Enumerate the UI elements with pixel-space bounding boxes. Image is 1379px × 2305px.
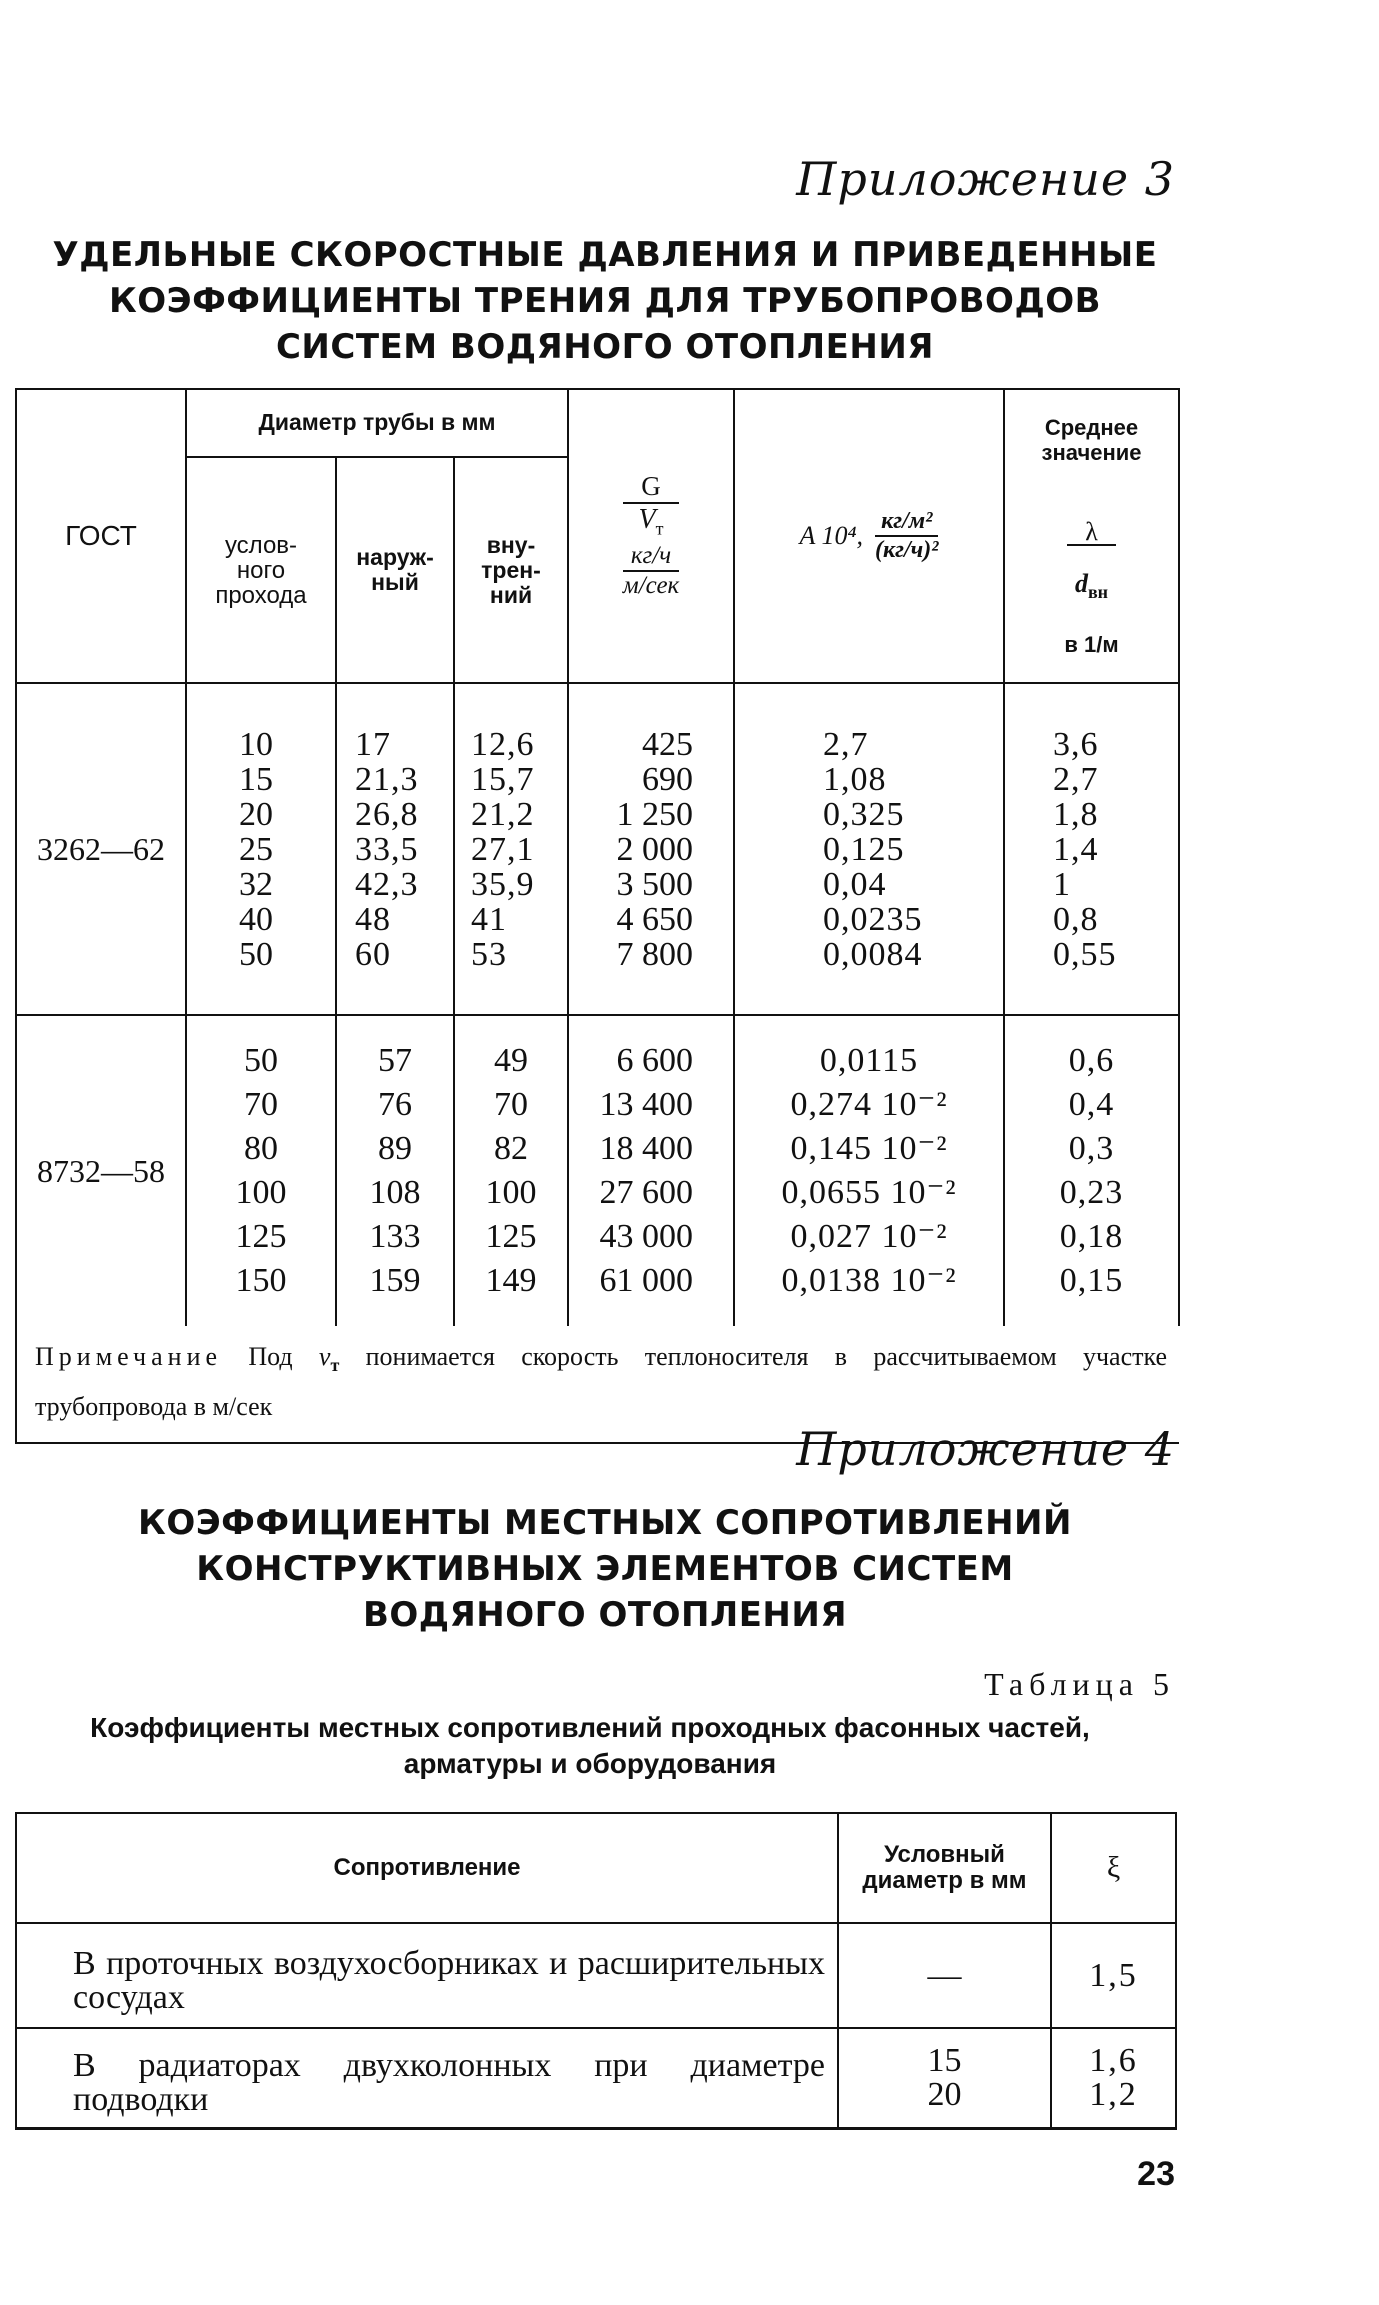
title-line: СИСТЕМ ВОДЯНОГО ОТОПЛЕНИЯ <box>275 327 934 367</box>
page-number: 23 <box>1137 2155 1175 2193</box>
xi-cell: 1,6 1,2 <box>1051 2028 1176 2128</box>
header-g-v <box>568 389 734 683</box>
g-unit-numerator: кг/ч <box>623 542 679 572</box>
appendix-4-label: Приложение 4 <box>796 1422 1175 1476</box>
table-label: Таблица 5 <box>984 1666 1175 1702</box>
xi-cell: 1,5 <box>1051 1923 1176 2028</box>
appendix-3-label: Приложение 3 <box>796 152 1175 206</box>
header-diameter: Условный диаметр в мм <box>838 1813 1051 1923</box>
velocity-symbol: $v_т$ <box>318 1342 340 1376</box>
a-cell: 2,7 1,08 0,325 0,125 0,04 0,0235 0,0084 <box>734 683 1004 1015</box>
header-nominal: услов- ного прохода <box>186 457 336 683</box>
gost-cell: 8732—58 <box>16 1015 186 1326</box>
lambda-cell: 3,6 2,7 1,8 1,4 1 0,8 0,55 <box>1004 683 1179 1015</box>
appendix-4-title <box>0 1500 1210 1638</box>
title-line: ВОДЯНОГО ОТОПЛЕНИЯ <box>362 1595 848 1635</box>
g-numerator: G <box>623 471 679 504</box>
a-unit-denominator: (кг/ч)² <box>875 537 939 564</box>
header-xi: ξ <box>1051 1813 1176 1923</box>
header-diameter-group: Диаметр трубы в мм <box>186 389 568 457</box>
outer-cell: 57 76 89 108 133 159 <box>336 1015 454 1326</box>
outer-cell: 17 21,3 26,8 33,5 42,3 48 60 <box>336 683 454 1015</box>
title-line: КОЭФФИЦИЕНТЫ ТРЕНИЯ ДЛЯ ТРУБОПРОВОДОВ <box>108 281 1102 321</box>
gv-cell: 6 600 13 400 18 400 27 600 43 000 61 000 <box>568 1015 734 1326</box>
lambda-cell: 0,6 0,4 0,3 0,23 0,18 0,15 <box>1004 1015 1179 1326</box>
local-resistance-table <box>15 1812 1177 2130</box>
resistance-cell: В радиаторах двухколонных при диаметре подводки <box>16 2028 838 2128</box>
inner-cell: 49 70 82 100 125 149 <box>454 1015 568 1326</box>
header-gost: ГОСТ <box>16 389 186 683</box>
header-lambda: Среднее значение λ $d_{вн}$ в 1/м <box>1004 389 1179 683</box>
title-line: УДЕЛЬНЫЕ СКОРОСТНЫЕ ДАВЛЕНИЯ И ПРИВЕДЕННЫЕ <box>52 235 1158 275</box>
table-caption: Коэффициенты местных сопротивлений проходных фасонных частей, арматуры и оборудования <box>90 1712 1090 1779</box>
note-label: Примечание <box>35 1342 223 1372</box>
nominal-cell: 10 15 20 25 32 40 50 <box>186 683 336 1015</box>
resistance-cell: В проточных воздухосборниках и расширительных сосудах <box>16 1923 838 2028</box>
gost-cell: 3262—62 <box>16 683 186 1015</box>
title-line: КОНСТРУКТИВНЫХ ЭЛЕМЕНТОВ СИСТЕМ <box>196 1549 1014 1589</box>
appendix-3-title <box>10 232 1200 370</box>
header-a: A 10⁴, кг/м² (кг/ч)² <box>734 389 1004 683</box>
g-denominator: $V_т$ <box>638 504 664 539</box>
title-line: КОЭФФИЦИЕНТЫ МЕСТНЫХ СОПРОТИВЛЕНИЙ <box>138 1503 1072 1543</box>
table-note: Примечание Под $v_т$ понимается скорость теплоносителя в рассчитываемом участке трубопровода в м/сек <box>16 1326 1179 1443</box>
header-resistance: Сопротивление <box>16 1813 838 1923</box>
header-outer: наруж- ный <box>336 457 454 683</box>
pressure-coefficients-table <box>15 388 1180 1444</box>
g-unit-denominator: м/сек <box>622 571 680 599</box>
nominal-cell: 50 70 80 100 125 150 <box>186 1015 336 1326</box>
a-unit-numerator: кг/м² <box>875 508 938 537</box>
inner-cell: 12,6 15,7 21,2 27,1 35,9 41 53 <box>454 683 568 1015</box>
header-inner: вну- трен- ний <box>454 457 568 683</box>
gv-cell: 425 690 1 250 2 000 3 500 4 650 7 800 <box>568 683 734 1015</box>
a-cell: 0,0115 0,274 10⁻² 0,145 10⁻² 0,0655 10⁻² 0,027 10⁻² 0,0138 10⁻² <box>734 1015 1004 1326</box>
diameter-cell: 15 20 <box>838 2028 1051 2128</box>
diameter-cell: — <box>838 1923 1051 2028</box>
